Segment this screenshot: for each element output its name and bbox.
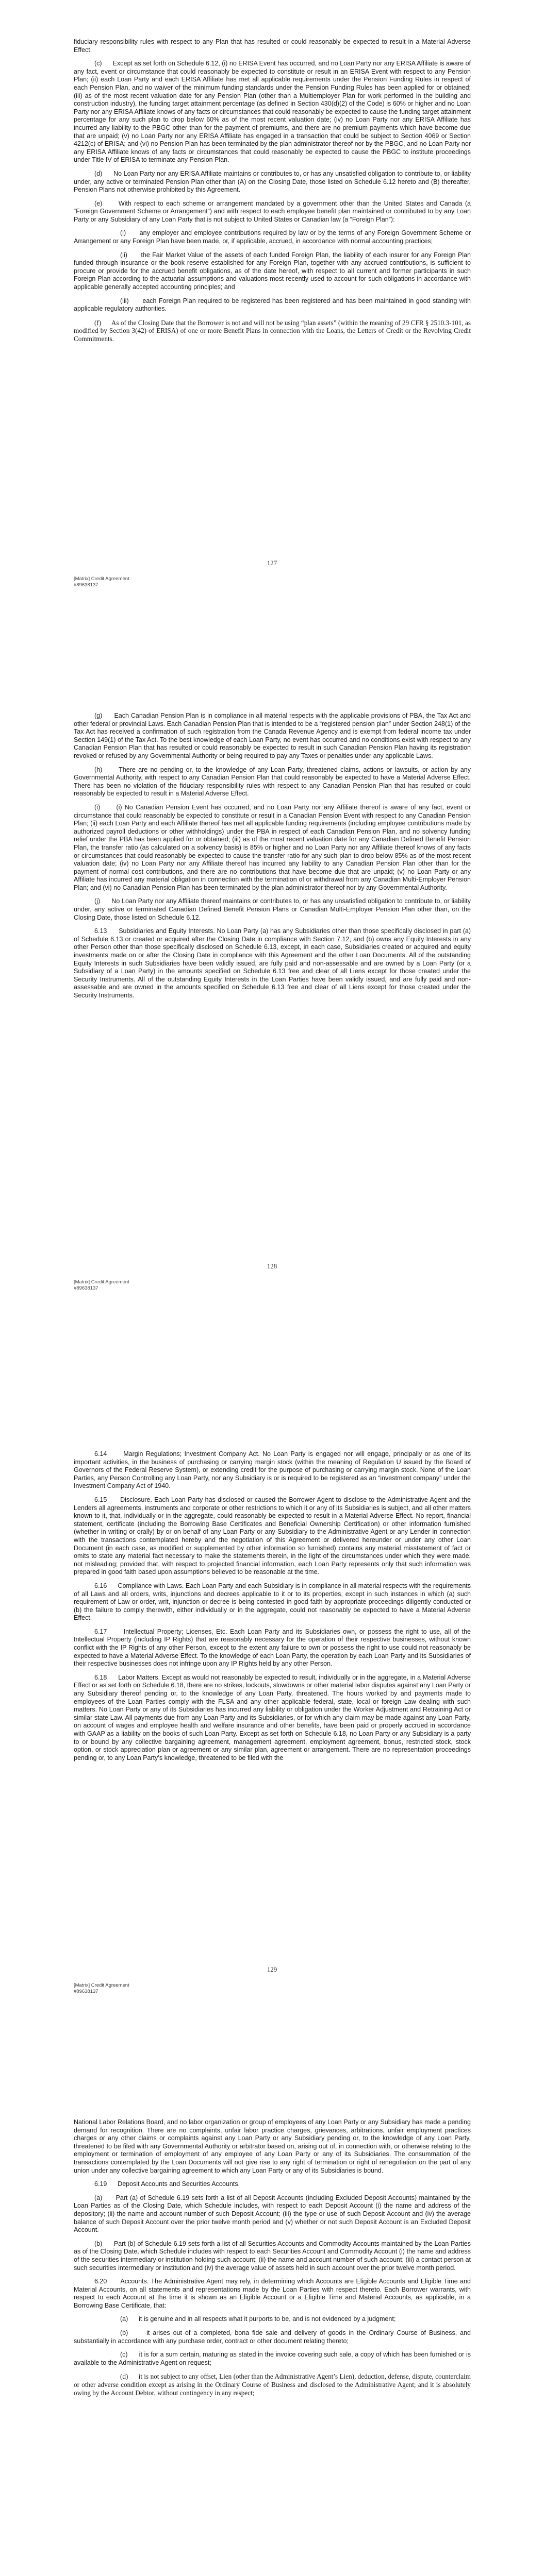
- paragraph: (b) Part (b) of Schedule 6.19 sets forth a list of all Securities Accounts and Commodity Accounts maintained by the Loan Parties as of the Closing Date, which Schedule includes with respect to each Securities Account and Commodity Account (i) the name and address of the securities intermediary or institution holding such account; (ii) the name and account number of such account; (iii) a contact person at such securities intermediary or institution and (iv) the average value of assets held in such account over the prior twelve month period.: [74, 2240, 471, 2272]
- paragraph: (d) No Loan Party nor any ERISA Affiliate maintains or contributes to, or has any unsatisfied obligation to contribute to, or liability under, any active or terminated Pension Plan other than (A) on the Closing Date, those listed on Schedule 6.12 hereto and (B) thereafter, Pension Plans not otherwise prohibited by this Agreement.: [74, 170, 471, 194]
- page-128: [0, 703, 544, 1406]
- paragraph: 6.16 Compliance with Laws. Each Loan Party and each Subsidiary is in compliance in all material respects with the requirements of all Laws and all orders, writs, injunctions and decrees applicable to it or to its properties, except in such instances in which (a) such requirement of Law or order, writ, injunction or decree is being contested in good faith by appropriate proceedings diligently conducted or (b) the failure to comply therewith, either individually or in the aggregate, could not reasonably be expected to have a Material Adverse Effect.: [74, 1582, 471, 1622]
- paragraph: (g) Each Canadian Pension Plan is in compliance in all material respects with the applicable provisions of PBA, the Tax Act and other federal or provincial Laws. Each Canadian Pension Plan that is intended to be a “registered pension plan” under Section 248(1) of the Tax Act has received a confirmation of such registration from the Canada Revenue Agency and is exempt from federal income tax under Section 149(1) of the Tax Act. To the best knowledge of each Loan Party, no event has occurred and no conditions exist with respect to any Canadian Pension Plan that has resulted or could reasonably be expected to result in such Canadian Pension Plan having its registration revoked or refused by any Governmental Authority or being required to pay any Taxes or penalties under any applicable Laws.: [74, 712, 471, 759]
- page-129-body: [74, 1450, 471, 1768]
- paragraph: National Labor Relations Board, and no labor organization or group of employees of any Loan Party or any Subsidiary has made a pending demand for recognition. There are no complaints, unfair labor practice charges, grievances, arbitrations, unfair employment practices charges or any other claims or complaints against any Loan Party or any Subsidiary pending or, to the knowledge of any Loan Party, threatened to be filed with any Governmental Authority or arbitrator based on, arising out of, in connection with, or otherwise relating to the employment or termination of employment of any employee of any Loan Party or any of its Subsidiaries. The consummation of the transactions contemplated by the Loan Documents will not give rise to any right of termination or right of renegotiation on the part of any union under any collective bargaining agreement to which any Loan Party or any of its Subsidiaries is bound.: [74, 2119, 471, 2174]
- footer-doc-id: #89638137: [74, 1285, 98, 1291]
- paragraph: 6.14 Margin Regulations; Investment Company Act. No Loan Party is engaged nor will engage, principally or as one of its important activities, in the business of purchasing or carrying margin stock (within the meaning of Regulation U issued by the Board of Governors of the Federal Reserve System), or extending credit for the purpose of purchasing or carrying margin stock. None of the Loan Parties, any Person Controlling any Loan Party, nor any Subsidiary is or is required to be registered as an “investment company” under the Investment Company Act of 1940.: [74, 1450, 471, 1490]
- paragraph: (ii) the Fair Market Value of the assets of each funded Foreign Plan, the liability of each insurer for any Foreign Plan funded through insurance or the book reserve established for any Foreign Plan, together with any accrued contributions, is sufficient to procure or provide for the accrued benefit obligations, as of the date hereof, with respect to all current and former participants in such Foreign Plan according to the actuarial assumptions and valuations most recently used to account for such obligations in accordance with applicable generally accepted accounting principles; and: [74, 251, 471, 291]
- paragraph: (j) No Loan Party nor any Affiliate thereof maintains or contributes to, or has any unsatisfied obligation to contribute to, or liability under, any active or terminated Canadian Defined Benefit Pension Plans or Canadian Multi-Employer Pension Plan other than, on the Closing Date, those listed on Schedule 6.12.: [74, 897, 471, 921]
- paragraph: (d) it is not subject to any offset, Lien (other than the Administrative Agent’s Lien), deduction, defense, dispute, counterclaim or other adverse condition except as arising in the Ordinary Course of Business and disclosed to the Administrative Agent; and it is absolutely owing by the Account Debtor, without contingency in any respect;: [74, 2372, 471, 2397]
- paragraph: (f) As of the Closing Date that the Borrower is not and will not be using “plan assets” (within the meaning of 29 CFR § 2510.3-101, as modified by Section 3(42) of ERISA) of one or more Benefit Plans in connection with the Loans, the Letters of Credit or the Revolving Credit Commitments.: [74, 318, 471, 343]
- page-number: 129: [267, 1965, 277, 1973]
- footer-title: [Matrix] Credit Agreement: [74, 1279, 129, 1285]
- footer-doc-id: #89638137: [74, 582, 98, 588]
- paragraph: fiduciary responsibility rules with respect to any Plan that has resulted or could reasonably be expected to result in a Material Adverse Effect.: [74, 38, 471, 54]
- footer-doc-id: #89638137: [74, 1989, 98, 1994]
- section-heading: 6.19 Deposit Accounts and Securities Accounts.: [94, 2180, 240, 2188]
- paragraph: 6.13 Subsidiaries and Equity Interests. No Loan Party (a) has any Subsidiaries other than those specifically disclosed in part (a) of Schedule 6.13 or created or acquired after the Closing Date in compliance with Section 7.12, and (b) owns any Equity Interests in any other Person other than those specifically disclosed on Schedule 6.13, except, in each case, Subsidiaries created or acquired and equity investments made on or after the Closing Date in compliance with this Agreement and the other Loan Documents. All of the outstanding Equity Interests in such Subsidiaries have been validly issued, are fully paid and non-assessable and are owned by a Loan Party (or a Subsidiary of a Loan Party) in the amounts specified on Schedule 6.13 free and clear of all Liens except for those created under the Security Instruments. All of the outstanding Equity Interests in the Loan Parties have been validly issued, and are fully paid and non-assessable and are owned in the amounts specified on Schedule 6.13 free and clear of all Liens except for those created under the Security Instruments.: [74, 927, 471, 999]
- page-130: [0, 2110, 544, 2576]
- paragraph: (i) (i) No Canadian Pension Event has occurred, and no Loan Party nor any Affiliate thereof is aware of any fact, event or circumstance that could reasonably be expected to constitute or result in a Canadian Pension Event with respect to any Canadian Pension Plan; (ii) each Loan Party and each Affiliate thereof has met all applicable funding requirements (including employee contributions made by authorized payroll deductions or other withholdings) under the PBA in respect of each Canadian Pension Plan, and no solvency funding relief under the PBA has been applied for or obtained; (iii) as of the most recent valuation date for any Canadian Defined Benefit Pension Plan, the transfer ratio (as calculated on a solvency basis) is 85% or higher and no Loan Party nor any Affiliate thereof knows of any facts or circumstances that could reasonably be expected to cause the transfer ratio for any such plan to drop below 85% as of the most recent valuation date; (iv) no Loan Party nor any Affiliate thereof has incurred any liability to any Canadian Pension Plan other than for the payment of normal cost contributions, and there are no contributions that have become due that are unpaid; (v) no Loan Party or any Affiliate has incurred any material obligation in connection with the termination of or withdrawal from any Canadian Multi-Employer Pension Plan; and (vi) no Canadian Pension Plan has been terminated by the plan administrator thereof nor by any Governmental Authority.: [74, 803, 471, 891]
- page-129: [0, 1406, 544, 2110]
- paragraph: (b) it arises out of a completed, bona fide sale and delivery of goods in the Ordinary Course of Business, and substantially in accordance with any purchase order, contract or other document relating thereto;: [74, 2329, 471, 2345]
- footer-title: [Matrix] Credit Agreement: [74, 576, 129, 582]
- paragraph: 6.15 Disclosure. Each Loan Party has disclosed or caused the Borrower Agent to disclose to the Administrative Agent and the Lenders all agreements, instruments and corporate or other restrictions to which it or any of its Subsidiaries is subject, and all other matters known to it, that, individually or in the aggregate, could reasonably be expected to result in a Material Adverse Effect. No report, financial statement, certificate (including the Borrowing Base Certificates and Beneficial Ownership Certification) or other information furnished (whether in writing or orally) by or on behalf of any Loan Party or any Subsidiary to the Administrative Agent or any Lender in connection with the transactions contemplated hereby and the negotiation of this Agreement or delivered hereunder or under any other Loan Document (in each case, as modified or supplemented by other information so furnished) contains any material misstatement of fact or omits to state any material fact necessary to make the statements therein, in the light of the circumstances under which they were made, not misleading; provided that, with respect to projected financial information, each Loan Party represents only that such information was prepared in good faith based upon assumptions believed to be reasonable at the time.: [74, 1496, 471, 1576]
- paragraph: (h) There are no pending or, to the knowledge of any Loan Party, threatened claims, actions or lawsuits, or action by any Governmental Authority, with respect to any Canadian Pension Plan that could reasonably be expected to have a Material Adverse Effect. There has been no violation of the fiduciary responsibility rules with respect to any Canadian Pension Plan that has resulted or could reasonably be expected to result in a Material Adverse Effect.: [74, 766, 471, 798]
- page-number: 127: [267, 559, 277, 567]
- document-footer: [74, 576, 129, 588]
- footer-title: [Matrix] Credit Agreement: [74, 1982, 129, 1988]
- paragraph: (a) it is genuine and in all respects what it purports to be, and is not evidenced by a judgment;: [120, 2315, 396, 2323]
- page-128-body: [74, 712, 471, 1006]
- paragraph: (iii) each Foreign Plan required to be registered has been registered and has been maintained in good standing with applicable regulatory authorities.: [74, 297, 471, 313]
- paragraph: (c) Except as set forth on Schedule 6.12, (i) no ERISA Event has occurred, and no Loan Party nor any ERISA Affiliate is aware of any fact, event or circumstance that could reasonably be expected to constitute or result in an ERISA Event with respect to any Pension Plan; (ii) each Loan Party and each ERISA Affiliate has met all applicable requirements under the Pension Funding Rules in respect of each Pension Plan, and no waiver of the minimum funding standards under the Pension Funding Rules has been applied for or obtained; (iii) as of the most recent valuation date for any Pension Plan (other than a Multiemployer Plan for work performed in the building and construction industry), the funding target attainment percentage (as defined in Section 430(d)(2) of the Code) is 60% or higher and no Loan Party nor any ERISA Affiliate knows of any facts or circumstances that could reasonably be expected to cause the funding target attainment percentage for any such plan to drop below 60% as of the most recent valuation date; (iv) no Loan Party nor any ERISA Affiliate has incurred any liability to the PBGC other than for the payment of premiums, and there are no premium payments which have become due that are unpaid; (v) no Loan Party nor any ERISA Affiliate has engaged in a transaction that could be subject to Section 4069 or Section 4212(c) of ERISA; and (vi) no Pension Plan has been terminated by the plan administrator thereof nor by the PBGC, and no Loan Party nor any ERISA Affiliate knows of any facts or circumstances that could reasonably be expected to cause the PBGC to institute proceedings under Title IV of ERISA to terminate any Pension Plan.: [74, 60, 471, 164]
- paragraph: 6.20 Accounts. The Administrative Agent may rely, in determining which Accounts are Eligible Accounts and Eligible Time and Material Accounts, on all statements and representations made by the Loan Parties with respect thereto. Each Borrower warrants, with respect to each Account at the time it is shown as an Eligible Account or a Eligible Time and Material Accounts, as applicable, in a Borrowing Base Certificate, that:: [74, 2278, 471, 2309]
- page-127: [0, 0, 544, 703]
- document-footer: [74, 1982, 129, 1995]
- paragraph: (e) With respect to each scheme or arrangement mandated by a government other than the United States and Canada (a “Foreign Government Scheme or Arrangement”) and with respect to each employee benefit plan maintained or contributed to by any Loan Party or any Subsidiary of any Loan Party that is not subject to United States or Canadian law (a “Foreign Plan”):: [74, 199, 471, 223]
- page-number: 128: [267, 1262, 277, 1270]
- document-footer: [74, 1279, 129, 1292]
- paragraph: (a) Part (a) of Schedule 6.19 sets forth a list of all Deposit Accounts (including Excluded Deposit Accounts) maintained by the Loan Parties as of the Closing Date, which Schedule includes, with respect to each Deposit Account (i) the name and address of the depository; (ii) the name and account number of such Deposit Account; (iii) the type or use of such Deposit Account and (iv) the average balance of such Deposit Account over the prior twelve month period and (v) whether or not such Deposit Account is an Excluded Deposit Account.: [74, 2194, 471, 2234]
- page-127-body: [74, 38, 471, 349]
- page-130-body: [74, 2119, 471, 2402]
- paragraph: 6.18 Labor Matters. Except as would not reasonably be expected to result, individually or in the aggregate, in a Material Adverse Effect or as set forth on Schedule 6.18, there are no strikes, lockouts, slowdowns or other material labor disputes against any Loan Party or any Subsidiary thereof pending or, to the knowledge of any Loan Party, threatened. The hours worked by and payments made to employees of the Loan Parties comply with the FLSA and any other applicable federal, state, local or foreign Law dealing with such matters. No Loan Party or any of its Subsidiaries has incurred any liability or obligation under the Worker Adjustment and Retraining Act or similar state Law. All payments due from any Loan Party and its Subsidiaries, or for which any claim may be made against any Loan Party, on account of wages and employee health and welfare insurance and other benefits, have been paid or properly accrued in accordance with GAAP as a liability on the books of such Loan Party. Except as set forth on Schedule 6.18, no Loan Party or any Subsidiary is a party to or bound by any collective bargaining agreement, management agreement, employment agreement, bonus, restricted stock, stock option, or stock appreciation plan or agreement or any similar plan, agreement or arrangement. There are no representation proceedings pending or, to any Loan Party’s knowledge, threatened to be filed with the: [74, 1673, 471, 1761]
- paragraph: 6.17 Intellectual Property; Licenses, Etc. Each Loan Party and its Subsidiaries own, or possess the right to use, all of the Intellectual Property (including IP Rights) that are reasonably necessary for the operation of their respective businesses, without known conflict with the IP Rights of any other Person, except to the extent any failure to own or possess the right to use could not reasonably be expected to have a Material Adverse Effect. To the knowledge of each Loan Party, the operation by each Loan Party and its Subsidiaries of their respective businesses does not infringe upon any IP Rights held by any other Person.: [74, 1628, 471, 1668]
- paragraph: (c) it is for a sum certain, maturing as stated in the invoice covering such sale, a copy of which has been furnished or is available to the Administrative Agent on request;: [74, 2351, 471, 2366]
- paragraph: (i) any employer and employee contributions required by law or by the terms of any Foreign Government Scheme or Arrangement or any Foreign Plan have been made, or, if applicable, accrued, in accordance with normal accounting practices;: [74, 229, 471, 245]
